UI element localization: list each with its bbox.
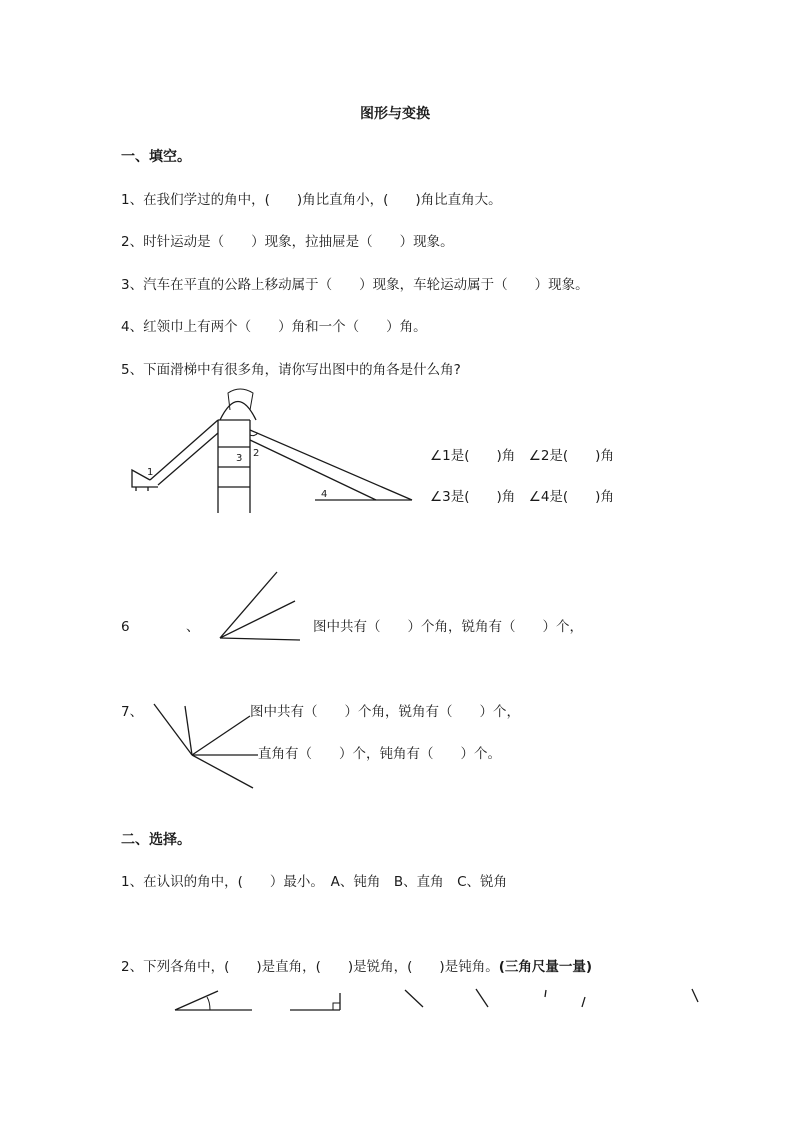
short-segment-4	[582, 997, 585, 1007]
right-slide-lower	[250, 440, 376, 500]
left-slide-lower	[158, 433, 218, 485]
page-title: 图形与变换	[360, 106, 430, 122]
slide-top-bracket	[228, 389, 253, 410]
acute-angle-arc	[207, 997, 210, 1010]
question-1-6-number: 6	[121, 619, 130, 635]
angle-label-1: 1	[147, 467, 154, 478]
slide-figure	[110, 385, 420, 515]
short-segment-5	[692, 989, 698, 1002]
question-1-6-text: 图中共有（ ）个角，锐角有（ ）个，	[313, 619, 583, 635]
right-angle-marker	[333, 1003, 340, 1010]
question-1-7-line-1: 图中共有（ ）个角，锐角有（ ）个，	[250, 704, 520, 720]
angle-label-4: 4	[321, 489, 328, 500]
right-slide-upper	[250, 430, 412, 500]
acute-angle-ray	[175, 991, 218, 1010]
question-2-1: 1、在认识的角中，( ）最小。 A、钝角 B、直角 C、锐角	[121, 874, 508, 890]
question-2-2-text: 2、下列各角中，( )是直角，( )是锐角，( )是钝角。	[121, 959, 499, 975]
question-1-1: 1、在我们学过的角中，( )角比直角小，( )角比直角大。	[121, 192, 502, 208]
q6-ray-3	[220, 638, 300, 640]
q2-angles-figure	[170, 985, 710, 1025]
angle-label-3: 3	[236, 453, 243, 464]
q5-answer-row-1: ∠1是( )角 ∠2是( )角	[430, 448, 614, 464]
short-segment-3	[545, 990, 546, 997]
q7-ray-5	[192, 755, 253, 788]
question-1-4: 4、红领巾上有两个（ ）角和一个（ ）角。	[121, 319, 427, 335]
q7-ray-3	[192, 716, 250, 755]
section2-heading: 二、选择。	[121, 832, 191, 848]
question-1-2: 2、时针运动是（ ）现象，拉抽屉是（ ）现象。	[121, 234, 454, 250]
question-1-5: 5、下面滑梯中有很多角，请你写出图中的角各是什么角?	[121, 362, 461, 378]
left-slide-upper	[150, 420, 218, 480]
q5-answer-row-2: ∠3是( )角 ∠4是( )角	[430, 489, 614, 505]
q6-ray-2	[220, 601, 295, 638]
question-1-6-mark: 、	[186, 619, 200, 635]
q7-angle-figure	[150, 700, 260, 795]
question-1-3: 3、汽车在平直的公路上移动属于（ ）现象，车轮运动属于（ ）现象。	[121, 277, 589, 293]
question-1-7-line-2: 直角有（ ）个，钝角有（ ）个。	[258, 746, 501, 762]
angle-label-2: 2	[253, 448, 260, 459]
left-slide-end	[132, 470, 158, 487]
section1-heading: 一、填空。	[121, 149, 191, 165]
q6-angle-figure	[215, 568, 315, 648]
question-2-2	[121, 958, 592, 976]
short-segment-1	[405, 990, 423, 1007]
question-2-2-hint: (三角尺量一量)	[498, 959, 593, 975]
question-1-7-number: 7、	[121, 704, 144, 720]
short-segment-2	[476, 989, 488, 1007]
q6-ray-1	[220, 572, 277, 638]
